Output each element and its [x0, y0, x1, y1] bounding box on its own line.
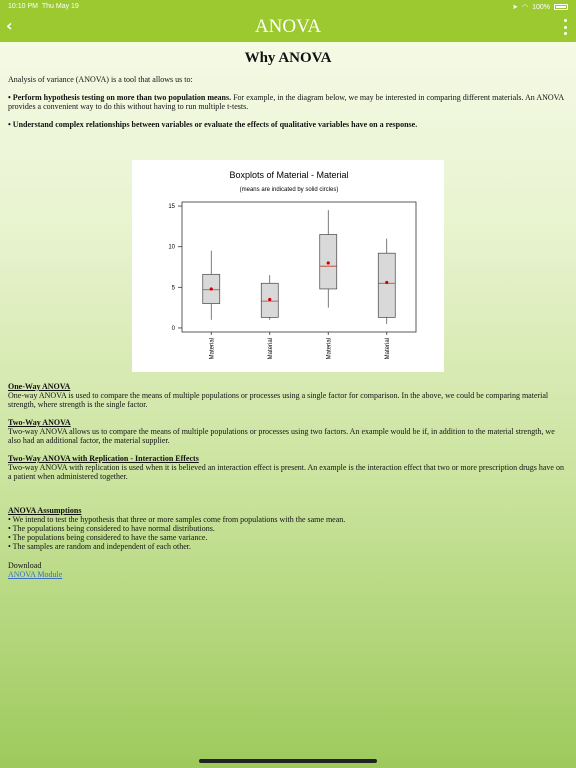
section-body: Two-way ANOVA allows us to compare the means of multiple populations or processes using two factors. An example would be if, in addition to the material strength, we also had an additional factor, the material supplier. [8, 427, 555, 445]
mean-point [210, 287, 213, 290]
battery-icon [554, 4, 568, 10]
assumption-item: • The populations being considered to have the same variance. [8, 533, 208, 542]
mean-point [327, 261, 330, 264]
y-tick-label: 10 [168, 244, 175, 251]
y-tick-label: 15 [168, 204, 175, 211]
section-heading: One-Way ANOVA [8, 382, 71, 391]
section-body: Two-way ANOVA with replication is used when it is believed an interaction effect is present. An example is the interaction effect that two or more prescription drugs have on a patient when administered together. [8, 463, 564, 481]
mean-point [268, 298, 271, 301]
app-header [0, 0, 576, 42]
y-tick-label: 0 [171, 325, 175, 332]
x-tick-label: Material [209, 338, 216, 360]
home-indicator [199, 759, 377, 763]
box [378, 253, 395, 317]
x-tick-label: Material [267, 338, 274, 360]
bullet-2: • Understand complex relationships between variables or evaluate the effects of qualitative variables have on a response. [8, 119, 418, 129]
y-tick-label: 5 [171, 285, 175, 292]
chevron-left-icon[interactable]: ‹ [6, 16, 13, 35]
assumption-item: • We intend to test the hypothesis that three or more samples come from populations with the same mean. [8, 515, 346, 524]
page-title: Why ANOVA [244, 50, 332, 66]
boxplot-chart [132, 160, 444, 372]
section-two-way [8, 418, 566, 445]
mean-point [385, 281, 388, 284]
x-tick-label: Material [326, 338, 333, 360]
section-heading: Two-Way ANOVA with Replication - Interaction Effects [8, 454, 199, 463]
boxplot-svg [132, 160, 444, 372]
section-body: One-way ANOVA is used to compare the means of multiple populations or processes using a single factor for comparison. In the above, we could be comparing material strength, where strength is the single factor. [8, 391, 549, 409]
wifi-icon: ◠ [521, 4, 529, 11]
section-assumptions [8, 506, 566, 551]
intro-block [8, 75, 566, 137]
more-vertical-icon[interactable] [562, 19, 568, 35]
status-bar [8, 3, 568, 13]
section-two-way-replication [8, 454, 566, 481]
section-heading: Two-Way ANOVA [8, 418, 71, 427]
section-one-way [8, 382, 566, 409]
app-title: ANOVA [254, 16, 322, 37]
section-heading: ANOVA Assumptions [8, 506, 82, 515]
x-tick-label: Material [384, 338, 391, 360]
download-block [8, 561, 566, 579]
chart-subtitle: (means are indicated by solid circles) [239, 187, 339, 193]
download-link[interactable]: ANOVA Module [8, 570, 63, 579]
status-time: 10:10 PM Thu May 19 [8, 3, 79, 10]
download-label: Download [8, 561, 42, 570]
assumption-item: • The samples are random and independent of each other. [8, 542, 192, 551]
intro-text: Analysis of variance (ANOVA) is a tool that allows us to: [8, 75, 193, 84]
battery-percent: 100% [532, 3, 550, 11]
status-right [512, 3, 568, 11]
bullet-1: • Perform hypothesis testing on more than two population means. For example, in the diagram below, we may be interested in comparing different materials. An ANOVA provides a convenient way to do this without having to run multiple t-tests. [8, 92, 564, 111]
assumption-item: • The populations being considered to have normal distributions. [8, 524, 215, 533]
chart-title: Boxplots of Material - Material [229, 170, 349, 180]
location-icon: ➤ [512, 4, 518, 11]
